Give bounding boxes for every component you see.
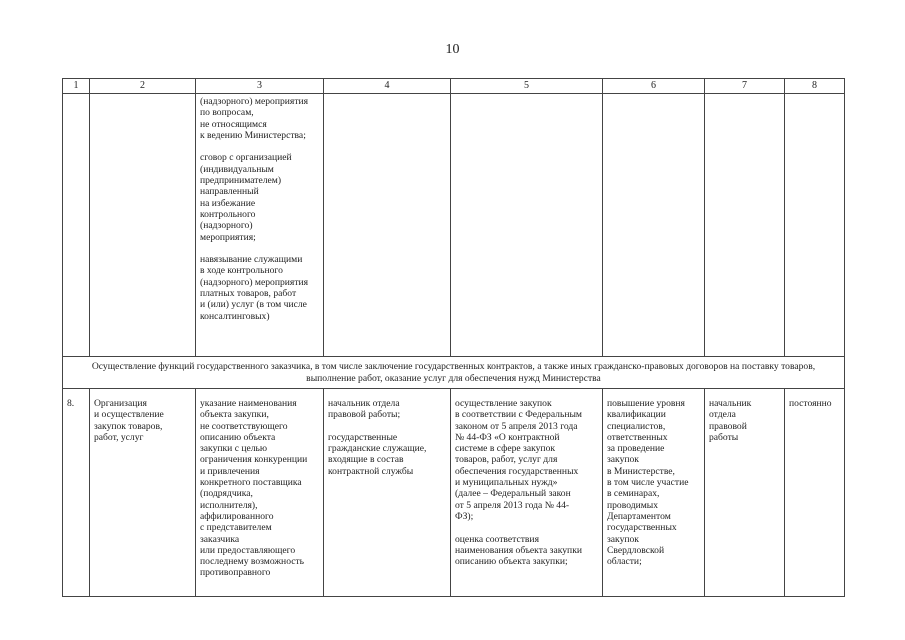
col-header-5: 5	[451, 79, 603, 94]
column-number-row	[63, 79, 845, 94]
cell-num	[63, 94, 90, 357]
table-row-8	[63, 389, 845, 597]
row8-positions: начальник отдела правовой работы; государственные гражданские служащие, входящие в состав контрактной службы	[324, 389, 451, 597]
cell-measures	[451, 94, 603, 357]
cell-positions	[324, 94, 451, 357]
section-row	[63, 357, 845, 389]
row8-responsible: начальник отдела правовой работы	[705, 389, 785, 597]
corruption-risk-table	[62, 78, 845, 597]
row8-process: Организация и осуществление закупок товаров, работ, услуг	[90, 389, 196, 597]
col-header-8: 8	[785, 79, 845, 94]
cell-term	[785, 94, 845, 357]
col-header-7: 7	[705, 79, 785, 94]
col-header-3: 3	[196, 79, 324, 94]
col-header-1: 1	[63, 79, 90, 94]
row8-measures: осуществление закупок в соответствии с Федеральным законом от 5 апреля 2013 года № 44-ФЗ «О контрактной системе в сфере закупок товаров, работ, услуг для обеспечения государственных и муниципальных нужд» (далее – Федеральный закон от 5 апреля 2013 года № 44- ФЗ); оценка соответствия наименования объекта закупки описанию объекта закупки;	[451, 389, 603, 597]
row8-risks: указание наименования объекта закупки, не соответствующего описанию объекта закупки с целью ограничения конкуренции и привлечения конкретного поставщика (подрядчика, исполнителя), аффилированного с представителем заказчика или предоставляющего последнему возможность противоправного	[196, 389, 324, 597]
col-header-4: 4	[324, 79, 451, 94]
col-header-2: 2	[90, 79, 196, 94]
row8-term: постоянно	[785, 389, 845, 597]
cell-process	[90, 94, 196, 357]
cell-risks: (надзорного) мероприятия по вопросам, не относящимся к ведению Министерства; сговор с организацией (индивидуальным предпринимателем) направленный на избежание контрольного (надзорного) мероприятия; навязывание служащими в ходе контрольного (надзорного) мероприятия платных товаров, работ и (или) услуг (в том числе консалтинговых)	[196, 94, 324, 357]
row8-proposed-measures: повышение уровня квалификации специалистов, ответственных за проведение закупок в Министерстве, в том числе участие в семинарах, проводимых Департаментом государственных закупок Свердловской области;	[603, 389, 705, 597]
section-title: Осуществление функций государственного заказчика, в том числе заключение государственных контрактов, а также иных гражданско-правовых договоров на поставку товаров, выполнение работ, оказание услуг для обеспечения нужд Министерства	[63, 357, 845, 389]
cell-responsible	[705, 94, 785, 357]
page-number: 10	[445, 42, 460, 57]
col-header-6: 6	[603, 79, 705, 94]
cell-proposed-measures	[603, 94, 705, 357]
table-row-continued	[63, 94, 845, 357]
row8-num: 8.	[63, 389, 90, 597]
